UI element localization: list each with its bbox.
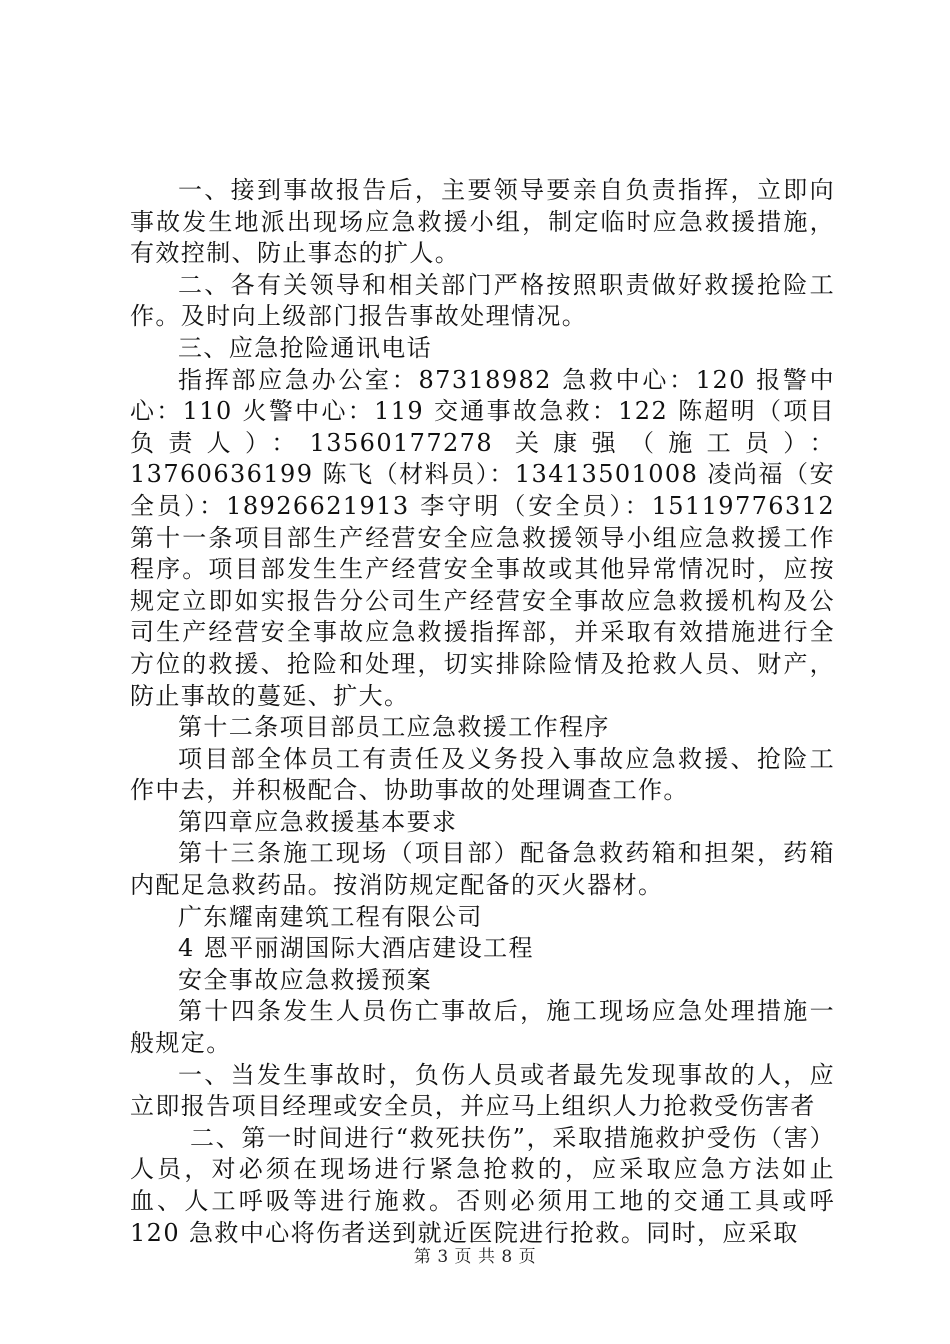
paragraph-9: 广东耀南建筑工程有限公司 bbox=[178, 902, 483, 931]
paragraph-14: 二、第一时间进行“救死扶伤”，采取措施救护受伤（害）人员，对必须在现场进行紧急抢救的，应采取应急方法如止血、人工呼吸等进行施救。否则必须用工地的交通工具或呼 120 急救中心将伤者送到就近医院进行抢救。同时，应采取 bbox=[130, 1123, 835, 1247]
paragraph-3: 三、应急抢险通讯电话 bbox=[178, 333, 432, 362]
paragraph-8: 第十三条施工现场（项目部）配备急救药箱和担架，药箱内配足急救药品。按消防规定配备的灭火器材。 bbox=[130, 839, 835, 900]
paragraph-12: 第十四条发生人员伤亡事故后，施工现场应急处理措施一般规定。 bbox=[130, 997, 835, 1058]
paragraph-6: 项目部全体员工有责任及义务投入事故应急救援、抢险工作中去，并积极配合、协助事故的处理调查工作。 bbox=[130, 744, 835, 805]
page-number: 第 3 页 共 8 页 bbox=[413, 1247, 537, 1267]
paragraph-10: 4 恩平丽湖国际大酒店建设工程 bbox=[178, 934, 534, 963]
paragraph-1: 一、接到事故报告后，主要领导要亲自负责指挥，立即向事故发生地派出现场应急救援小组，制定临时应急救援措施，有效控制、防止事态的扩人。 bbox=[130, 176, 835, 268]
paragraph-11: 安全事故应急救援预案 bbox=[178, 965, 432, 994]
document-body bbox=[130, 175, 835, 1249]
paragraph-4: 指挥部应急办公室：87318982 急救中心：120 报警中心：110 火警中心：119 交通事故急救：122 陈超明（项目负责人）：13560177278 关康强（施工员）：13760636199 陈飞（材料员）：13413501008 凌尚福（安全员）：18926621913 李守明（安全员）：15119776312 第十一条项目部生产经营安全应急救援领导小组应急救援工作程序。项目部发生生产经营安全事故或其他异常情况时，应按规定立即如实报告分公司生产经营安全事故应急救援机构及公司生产经营安全事故应急救援指挥部，并采取有效措施进行全方位的救援、抢险和处理，切实排除险情及抢救人员、财产，防止事故的蔓延、扩大。 bbox=[130, 365, 835, 710]
paragraph-5: 第十二条项目部员工应急救援工作程序 bbox=[178, 713, 610, 742]
paragraph-7: 第四章应急救援基本要求 bbox=[178, 807, 458, 836]
paragraph-2: 二、各有关领导和相关部门严格按照职责做好救援抢险工作。及时向上级部门报告事故处理情况。 bbox=[130, 270, 835, 331]
paragraph-13: 一、当发生事故时，负伤人员或者最先发现事故的人，应立即报告项目经理或安全员，并应马上组织人力抢救受伤害者 bbox=[130, 1060, 835, 1121]
